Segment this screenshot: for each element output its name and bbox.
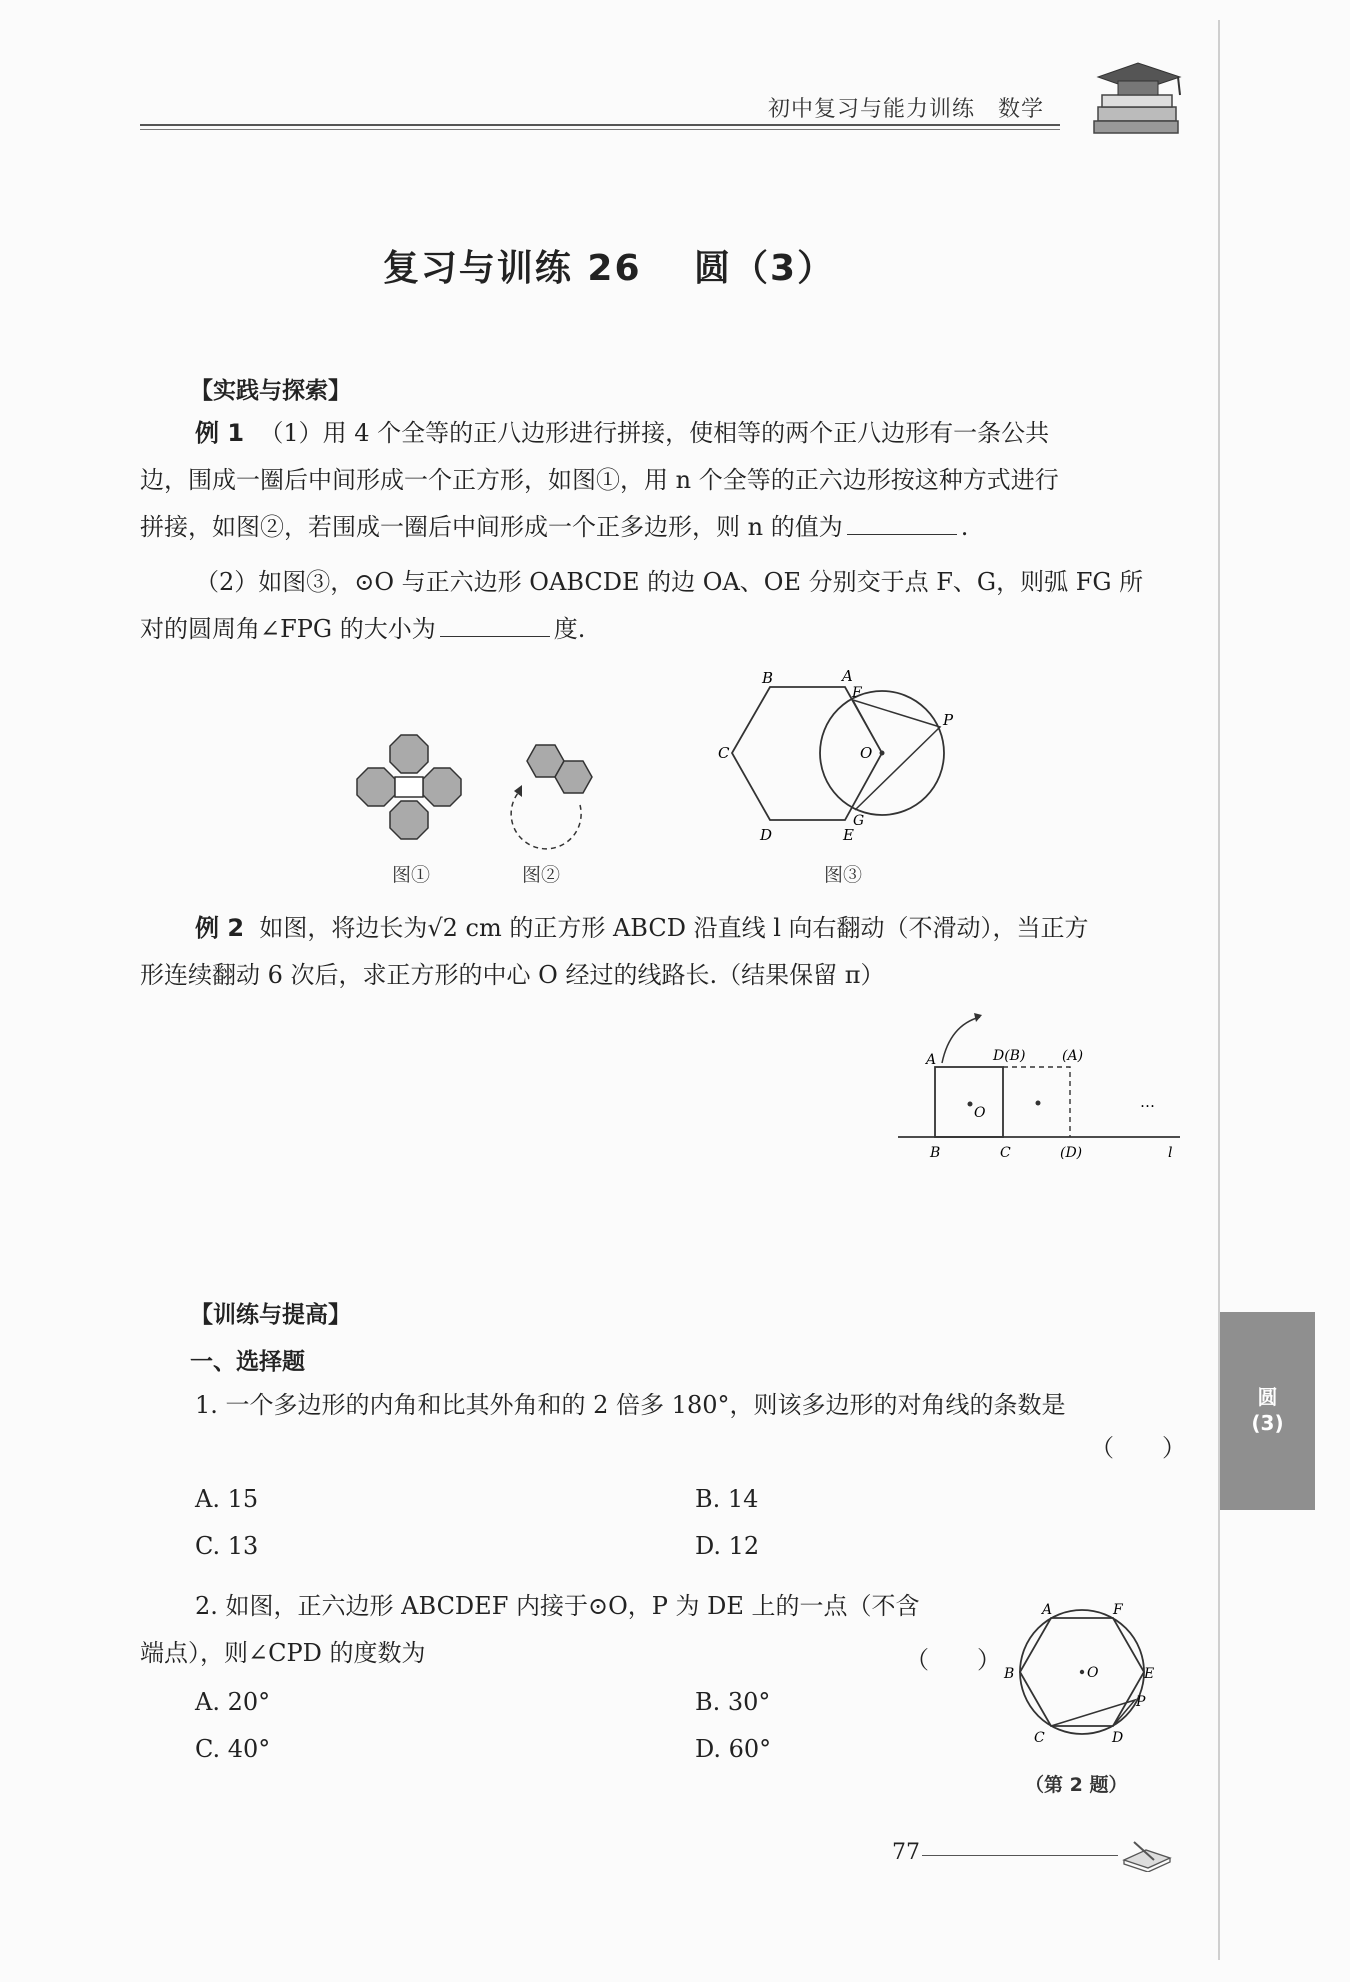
svg-text:G: G [853, 813, 865, 829]
example-1-label: 例 1 [195, 419, 245, 447]
footer-book-icon [1120, 1838, 1175, 1872]
svg-text:A: A [842, 667, 853, 685]
example-2 [140, 905, 1170, 999]
example-1: 例 1 （1）用 4 个全等的正八边形进行拼接，使相等的两个正八边形有一条公共 边，围成一圈后中间形成一个正方形，如图①，用 n 个全等的正六边形按这种方式进行 拼接，如图②，若围成一圈后中间形成一个正多边形，则 n 的值为 . （2）如图③，⊙O 与正六边形 OABCDE 的边 OA、OE 分别交于点 F、G，则弧 FG 所 对的圆周角∠FPG 的大小为 度. [140, 410, 1170, 653]
answer-blank-n[interactable] [847, 512, 957, 535]
svg-text:D: D [760, 826, 773, 844]
books-icon [1088, 55, 1188, 140]
example-2-line1: 如图，将边长为√2 cm 的正方形 ABCD 沿直线 l 向右翻动（不滑动），当正方 [259, 914, 1089, 942]
question-2-option-a[interactable]: A. 20° [195, 1688, 271, 1716]
question-1-option-c[interactable]: C. 13 [195, 1532, 259, 1560]
figure-1-caption: 图① [392, 864, 431, 886]
svg-text:E: E [843, 826, 854, 844]
binding-gutter [1218, 20, 1220, 1960]
example-2-label: 例 2 [195, 914, 245, 942]
header-rule-thin [140, 129, 1060, 130]
example-1-line3: 拼接，如图②，若围成一圈后中间形成一个正多边形，则 n 的值为 [140, 513, 843, 541]
svg-text:…: … [1140, 1093, 1155, 1111]
example-1-part2-line2: 对的圆周角∠FPG 的大小为 [140, 615, 436, 643]
side-tab-line2: (3) [1251, 1411, 1284, 1435]
figure-3-hexagon-circle [700, 665, 960, 850]
svg-text:B: B [762, 669, 774, 687]
question-2-line1: 2. 如图，正六边形 ABCDEF 内接于⊙O，P 为 DE 上的一点（不含 [195, 1592, 920, 1620]
svg-text:(A): (A) [1062, 1048, 1084, 1064]
question-1-text: 1. 一个多边形的内角和比其外角和的 2 倍多 180°，则该多边形的对角线的条数是 [195, 1391, 1066, 1419]
svg-text:D: D [1112, 1730, 1124, 1746]
example-1-unit: 度. [553, 615, 586, 643]
choice-section-heading: 一、选择题 [190, 1349, 305, 1375]
question-2-option-d[interactable]: D. 60° [695, 1735, 772, 1763]
example-2-line2: 形连续翻动 6 次后，求正方形的中心 O 经过的线路长.（结果保留 π） [140, 961, 885, 989]
question-1-option-a[interactable]: A. 15 [195, 1485, 259, 1513]
question-2-answer-bracket[interactable]: （ ） [905, 1646, 1001, 1674]
example-2-square-rolling-figure [890, 1005, 1190, 1165]
answer-blank-angle[interactable] [440, 614, 550, 637]
question-2-option-b[interactable]: B. 30° [695, 1688, 771, 1716]
svg-text:P: P [1136, 1694, 1146, 1710]
example-1-line2: 边，围成一圈后中间形成一个正方形，如图①，用 n 个全等的正六边形按这种方式进行 [140, 466, 1059, 494]
header-rule [140, 124, 1060, 126]
svg-text:D(B): D(B) [993, 1048, 1026, 1064]
svg-text:E: E [1144, 1666, 1155, 1682]
figure-2-caption: 图② [522, 864, 561, 886]
svg-text:B: B [930, 1145, 941, 1161]
svg-text:A: A [926, 1052, 937, 1068]
chapter-side-tab-label [1220, 1384, 1315, 1436]
example-1-part2-line1: （2）如图③，⊙O 与正六边形 OABCDE 的边 OA、OE 分别交于点 F、G，则弧 FG 所 [195, 568, 1144, 596]
svg-text:P: P [943, 711, 954, 729]
training-heading: 【训练与提高】 [190, 1302, 351, 1328]
question-2-figure-caption: （第 2 题） [1025, 1774, 1128, 1796]
svg-text:B: B [1004, 1666, 1015, 1682]
figure-1-octagons [355, 730, 480, 845]
figure-2-hexagons [500, 735, 610, 855]
svg-text:F: F [852, 685, 862, 701]
svg-text:C: C [718, 744, 730, 762]
question-1-option-b[interactable]: B. 14 [695, 1485, 759, 1513]
svg-text:C: C [1034, 1730, 1045, 1746]
svg-text:l: l [1168, 1145, 1173, 1161]
svg-text:C: C [1000, 1145, 1011, 1161]
svg-text:O: O [1087, 1665, 1099, 1681]
header-book-title: 初中复习与能力训练 数学 [768, 97, 1045, 122]
question-2-option-c[interactable]: C. 40° [195, 1735, 271, 1763]
svg-text:O: O [860, 744, 873, 762]
svg-text:A: A [1042, 1602, 1053, 1618]
figure-3-caption: 图③ [824, 864, 863, 886]
question-1-answer-bracket[interactable]: （ ） [1090, 1434, 1186, 1462]
practice-heading: 【实践与探索】 [190, 378, 351, 404]
svg-text:F: F [1113, 1602, 1123, 1618]
question-2-line2: 端点），则∠CPD 的度数为 [140, 1639, 426, 1667]
side-tab-line1: 圆 [1257, 1385, 1278, 1409]
page-number: 77 [892, 1840, 920, 1865]
svg-text:O: O [974, 1105, 986, 1121]
page-title: 复习与训练 26 圆（3） [382, 248, 836, 289]
footer-rule [922, 1855, 1118, 1856]
question-2-hexagon-figure [1000, 1600, 1175, 1750]
svg-text:(D): (D) [1060, 1145, 1083, 1161]
example-1-line1: （1）用 4 个全等的正八边形进行拼接，使相等的两个正八边形有一条公共 [259, 419, 1050, 447]
question-1-option-d[interactable]: D. 12 [695, 1532, 760, 1560]
question-2 [140, 1583, 1000, 1677]
